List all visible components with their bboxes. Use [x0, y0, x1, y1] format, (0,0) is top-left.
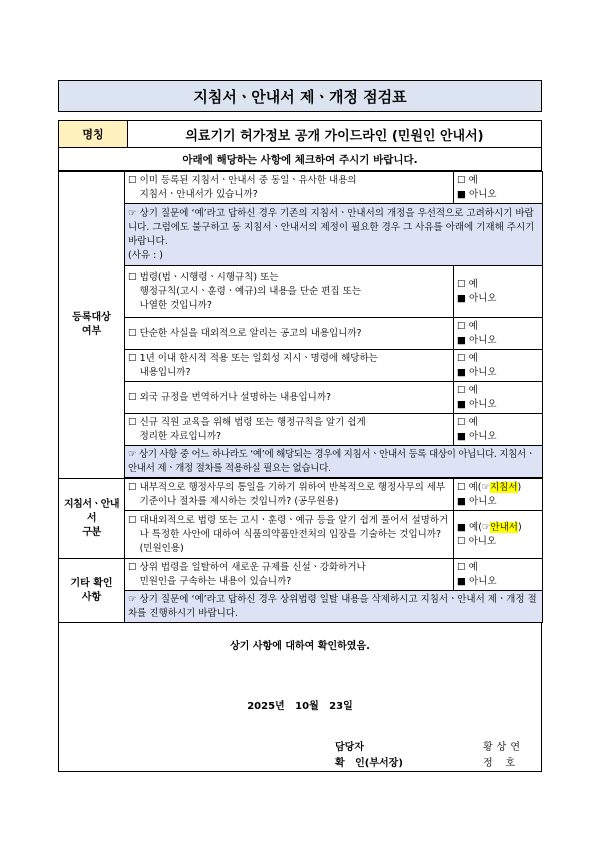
- checked-box-icon[interactable]: ■: [457, 495, 466, 507]
- checkbox-icon[interactable]: ☐: [457, 481, 466, 493]
- checkbox-icon[interactable]: ☐: [457, 320, 466, 332]
- checkbox-icon[interactable]: ☐: [128, 514, 137, 526]
- signer-role-1: 담당자: [335, 742, 364, 753]
- yes-suffix: ): [517, 521, 522, 533]
- question-8-text: 대내외적으로 법령 또는 고시ㆍ훈령ㆍ예규 등을 알기 쉽게 풀어서 설명하거나 특정한 사안에 대하여 식품의약품안전처의 입장을 기술하는 것입니까? (민원인용): [139, 514, 449, 554]
- table-row: [59, 559, 543, 591]
- no-label: 아니오: [468, 535, 497, 547]
- checkbox-icon[interactable]: ☐: [128, 561, 137, 573]
- yes-label: 예: [468, 416, 478, 428]
- table-row: [59, 414, 543, 446]
- yes-prefix: 예(☞: [469, 521, 491, 533]
- confirm-text: 상기 사항에 대하여 확인하였음.: [230, 641, 370, 652]
- confirmation-footer: [58, 623, 542, 772]
- checklist-table: [58, 171, 543, 623]
- question-8: [125, 511, 454, 559]
- date-text: 2025년 10월 23일: [247, 701, 353, 712]
- checked-box-icon[interactable]: ■: [457, 334, 466, 346]
- no-label: 아니오: [469, 366, 497, 378]
- name-label: 명칭: [59, 121, 128, 147]
- question-1: [125, 172, 454, 204]
- question-3: [125, 318, 454, 350]
- question-6-text: 신규 직원 교육을 위해 법령 또는 행정규칙을 알기 쉽게 정리한 자료입니까?: [139, 416, 366, 442]
- checked-box-icon[interactable]: ■: [457, 398, 466, 410]
- checked-box-icon[interactable]: ■: [457, 366, 466, 378]
- note-3: [125, 591, 543, 623]
- yes-label: 예: [468, 561, 478, 573]
- note-1: [125, 204, 543, 266]
- checkbox-icon[interactable]: ☐: [457, 174, 466, 186]
- category-registration: [59, 172, 125, 479]
- note-2-text: ☞ 상기 사항 중 어느 하나라도 ‘예’에 해당되는 경우에 지침서ㆍ안내서 등록 대상이 아닙니다. 지침서ㆍ안내서 제ㆍ개정 절차를 적용하실 필요는 없습니다.: [128, 448, 535, 474]
- checkbox-icon[interactable]: ☐: [128, 391, 137, 403]
- checked-box-icon[interactable]: ■: [457, 292, 466, 304]
- no-label: 아니오: [469, 398, 497, 410]
- no-label: 아니오: [469, 495, 497, 507]
- table-row: [59, 266, 543, 318]
- table-row: [59, 350, 543, 382]
- category-guide-type: [59, 479, 125, 559]
- table-row: [59, 172, 543, 204]
- no-label: 아니오: [469, 334, 497, 346]
- table-row: [59, 511, 543, 559]
- guideline-highlight: 지침서: [489, 481, 518, 493]
- checklist-document: [58, 80, 542, 772]
- category-other-label: 기타 확인 사항: [70, 577, 113, 603]
- answer-1: [454, 172, 543, 204]
- question-6: [125, 414, 454, 446]
- signer-name-1: 황상연: [483, 742, 524, 753]
- checked-box-icon[interactable]: ■: [457, 430, 466, 442]
- guide-highlight: 안내서: [490, 521, 518, 533]
- question-3-text: 단순한 사실을 대외적으로 알리는 공고의 내용입니까?: [139, 327, 362, 339]
- question-5: [125, 382, 454, 414]
- checked-box-icon[interactable]: ■: [457, 188, 466, 200]
- question-5-text: 외국 규정을 번역하거나 설명하는 내용입니까?: [139, 391, 332, 403]
- checkbox-icon[interactable]: ☐: [128, 481, 137, 493]
- checkbox-icon[interactable]: ☐: [457, 278, 466, 290]
- yes-label: 예: [468, 320, 478, 332]
- document-title: 지침서ㆍ안내서 제ㆍ개정 점검표: [58, 80, 542, 112]
- answer-2: [454, 266, 543, 318]
- category-other: [59, 559, 125, 623]
- answer-9: [454, 559, 543, 591]
- category-registration-label: 등록대상 여부: [72, 312, 111, 337]
- answer-6: [454, 414, 543, 446]
- answer-8: [454, 511, 543, 559]
- signer-role-2: 확 인(부서장): [335, 758, 403, 769]
- question-1-text: 이미 등록된 지침서ㆍ안내서 중 동일ㆍ유사한 내용의 지침서ㆍ안내서가 있습니까?: [139, 174, 357, 200]
- category-guide-type-label: 지침서ㆍ안내서 구분: [64, 498, 119, 538]
- checkbox-icon[interactable]: ☐: [128, 352, 137, 364]
- checkbox-icon[interactable]: ☐: [128, 327, 137, 339]
- answer-3: [454, 318, 543, 350]
- instruction-text: 아래에 해당하는 사항에 체크하여 주시기 바랍니다.: [58, 148, 542, 171]
- yes-prefix: 예(☞: [468, 481, 490, 493]
- note-3-text: ☞ 상기 질문에 ‘예’라고 답하신 경우 상위법령 일탈 내용을 삭제하시고 지침서ㆍ안내서 제ㆍ개정 절차를 진행하시기 바랍니다.: [128, 593, 537, 619]
- question-2-text: 법령(법ㆍ시행령ㆍ시행규칙) 또는 행정규칙(고시ㆍ훈령ㆍ예규)의 내용을 단순 편집 또는 나열한 것입니까?: [139, 271, 361, 311]
- checkbox-icon[interactable]: ☐: [128, 271, 137, 283]
- no-label: 아니오: [469, 292, 497, 304]
- answer-5: [454, 382, 543, 414]
- table-row: [59, 204, 543, 266]
- checkbox-icon[interactable]: ☐: [457, 535, 466, 547]
- yes-label: 예: [468, 174, 478, 186]
- question-9: [125, 559, 454, 591]
- note-1-text: ☞ 상기 질문에 ‘예’라고 답하신 경우 기존의 지침서ㆍ안내서의 개정을 우선적으로 고려하시기 바랍니다. 그럼에도 불구하고 동 지침서ㆍ안내서의 제정이 필요한 경우 그 사유를 아래에 기재해 주시기 바랍니다. (사유 : ): [128, 207, 535, 261]
- checkbox-icon[interactable]: ☐: [457, 416, 466, 428]
- answer-7: [454, 479, 543, 511]
- no-label: 아니오: [469, 188, 497, 200]
- table-row: [59, 318, 543, 350]
- yes-label: 예: [468, 352, 478, 364]
- table-row: [59, 479, 543, 511]
- answer-4: [454, 350, 543, 382]
- question-7-text: 내부적으로 행정사무의 통일을 기하기 위하여 반복적으로 행정사무의 세부기준이나 절차를 제시하는 것입니까? (공무원용): [139, 481, 446, 507]
- checked-box-icon[interactable]: ■: [457, 575, 466, 587]
- question-7: [125, 479, 454, 511]
- checkbox-icon[interactable]: ☐: [128, 174, 137, 186]
- name-value: 의료기기 허가정보 공개 가이드라인 (민원인 안내서): [185, 128, 484, 144]
- table-row: [59, 446, 543, 478]
- table-row: [59, 591, 543, 623]
- checked-box-icon[interactable]: ■: [457, 521, 466, 533]
- yes-label: 예: [468, 384, 478, 396]
- checkbox-icon[interactable]: ☐: [457, 352, 466, 364]
- no-label: 아니오: [469, 575, 497, 587]
- table-row: [59, 382, 543, 414]
- signer-name-2: 정 호: [483, 758, 516, 769]
- question-2: [125, 266, 454, 318]
- question-4-text: 1년 이내 한시적 적용 또는 일회성 지시ㆍ명령에 해당하는 내용입니까?: [139, 352, 378, 378]
- question-4: [125, 350, 454, 382]
- no-label: 아니오: [469, 430, 497, 442]
- question-9-text: 상위 법령을 일탈하여 새로운 규제를 신설ㆍ강화하거나 민원인을 구속하는 내용이 있습니까?: [139, 561, 366, 587]
- checkbox-icon[interactable]: ☐: [128, 416, 137, 428]
- name-row: [58, 120, 542, 148]
- yes-label: 예: [468, 278, 478, 290]
- note-2: [125, 446, 543, 478]
- checkbox-icon[interactable]: ☐: [457, 384, 466, 396]
- yes-suffix: ): [517, 481, 522, 493]
- checkbox-icon[interactable]: ☐: [457, 561, 466, 573]
